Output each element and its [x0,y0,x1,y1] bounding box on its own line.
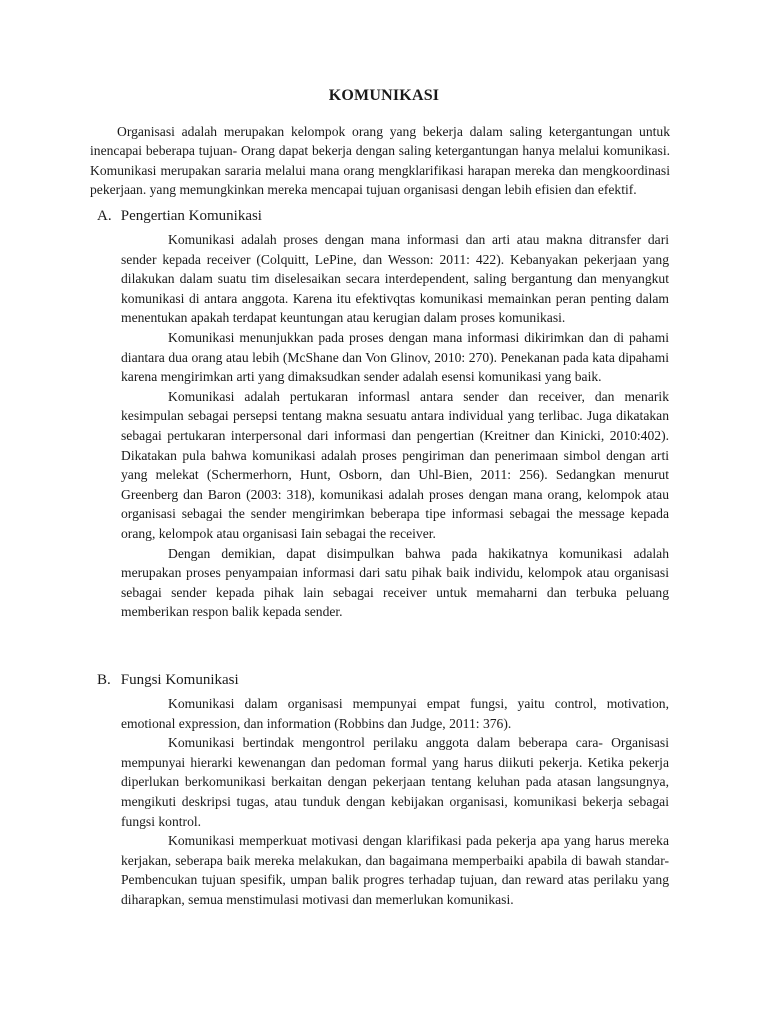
section-heading-text: Pengertian Komunikasi [120,208,262,224]
document-title: KOMUNIKASI [328,87,440,104]
section-heading-pengertian [97,207,262,226]
paragraph: Komunikasi adalah pertukaran informasl antara sender dan receiver, dan menarik kesimpulan sebagai persepsi tentang makna sesuatu antara individual yang terlibac. Juga dikatakan sebagai pertukaran interpersonal dari informasi dan pengertian (Kreitner dan Kinicki, 2010:402). Dikatakan pula bahwa komunikasi adalah proses pengiriman dan penerimaan simbol dengan arti yang melekat (Schermerhorn, Hunt, Osborn, dan Uhl-Bien, 2011: 256). Sedangkan menurut Greenberg dan Baron (2003: 318), komunikasi adalah proses dengan mana orang, kelompok atau organisasi sebagai the sender mengirimkan beberapa tipe informasi sebagai the message kepada orang, kelompok atau organisasi Iain sebagai the receiver. [121,388,669,541]
section-fungsi-body [121,694,669,910]
section-heading-fungsi [97,671,239,690]
section-number: B. [97,672,111,688]
paragraph: Komunikasi bertindak mengontrol perilaku anggota dalam beberapa cara- Organisasi mempunyai hierarki kewenangan dan pedoman formal yang harus diikuti pekerja. Ketika pekerja diperlukan berkomunikasi berkaitan dengan pekerjaan tentang keluhan pada atasan langsungnya, mengikuti deskripsi tugas, atau tunduk dengan kebijakan organisasi, komunikasi bekerja sebagai fungsi kontrol. [121,735,669,829]
paragraph: Dengan demikian, dapat disimpulkan bahwa pada hakikatnya komunikasi adalah merupakan proses penyampaian informasi dari satu pihak baik individu, kelompok atau organisasi sebagai sender kepada pihak lain sebagai receiver untuk memaharni dan terbuka peluang memberikan respon balik kepada sender. [121,545,669,620]
intro-paragraph: Organisasi adalah merupakan kelompok orang yang bekerja dalam saling ketergantungan untuk inencapai beberapa tujuan- Orang dapat bekerja dengan saling ketergantungan hanya melalui komunikasi. Komunikasi merupakan sararia melalui mana orang mengklarifikasi harapan mereka dan mengkoordinasi pekerjaan. yang memungkinkan mereka mencapai tujuan organisasi dengan lebih efisien dan efektif. [90,123,670,198]
paragraph: Komunikasi menunjukkan pada proses dengan mana informasi dikirimkan dan di pahami diantara dua orang atau lebih (McShane dan Von Glinov, 2010: 270). Penekanan pada kata dipahami karena mengirimkan arti yang dimaksudkan sender adalah esensi komunikasi yang baik. [121,329,669,385]
section-number: A. [97,208,112,224]
paragraph: Komunikasi adalah proses dengan mana informasi dan arti atau makna ditransfer dari sender kepada receiver (Colquitt, LePine, dan Wesson: 2011: 422). Kebanyakan pekerjaan yang dilakukan dalam suatu tim diselesaikan secara interdependent, saling bergantung dan menyangkut komunikasi di antara anggota. Karena itu efektivqtas komunikasi memainkan peran penting dalam menentukan apakah terdapat keuntungan atau kerugian dalam proses komunikasi. [121,232,669,326]
paragraph: Komunikasi dalam organisasi mempunyai empat fungsi, yaitu control, motivation, emotional expression, dan information (Robbins dan Judge, 2011: 376). [121,696,669,731]
section-heading-text: Fungsi Komunikasi [120,672,239,688]
section-pengertian-body [121,230,669,622]
paragraph: Komunikasi memperkuat motivasi dengan klarifikasi pada pekerja apa yang harus mereka kerjakan, seberapa baik mereka melakukan, dan bagaimana memperbaiki apabila di bawah standar- Pembencukan tujuan spesifik, umpan balik progres terhadap tujuan, dan reward atas perilaku yang diharapkan, semua menstimulasi motivasi dan memerlukan komunikasi. [121,833,669,907]
